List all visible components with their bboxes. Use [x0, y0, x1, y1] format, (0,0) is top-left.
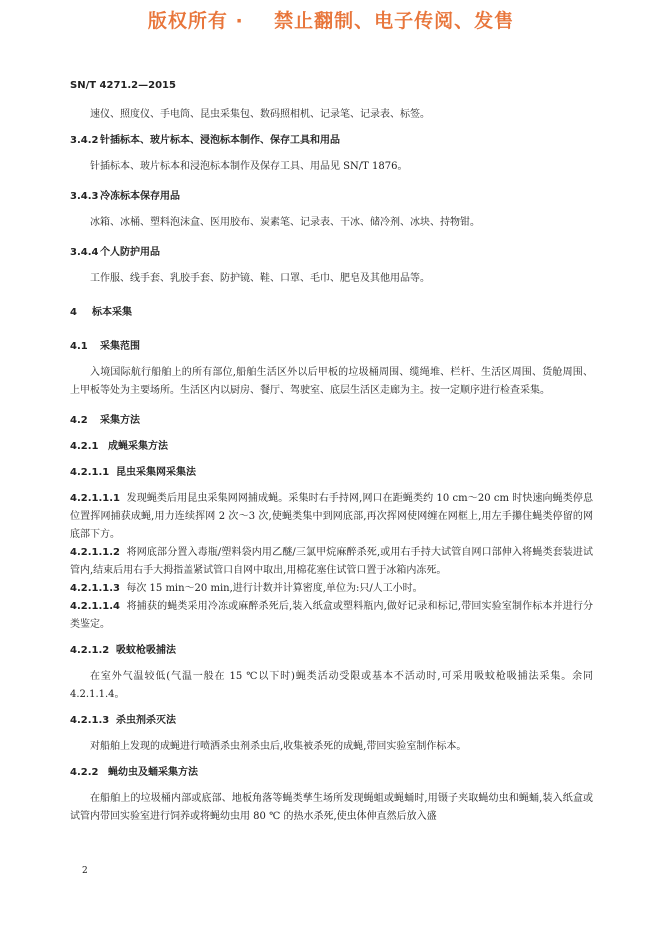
heading-title: 标本采集 [92, 307, 132, 318]
heading-3-4-4 [70, 244, 593, 262]
heading-number: 3.4.4 [70, 247, 99, 258]
clause-number: 4.2.1.1.3 [70, 583, 120, 594]
heading-4-2-1 [70, 438, 593, 456]
heading-number: 4 [70, 307, 77, 318]
heading-title: 个人防护用品 [100, 247, 160, 258]
heading-4-2-1-3 [70, 712, 593, 730]
page-number: 2 [82, 866, 88, 876]
paragraph-3-4-2: 针插标本、玻片标本和浸泡标本制作及保存工具、用品见 SN/T 1876。 [90, 161, 408, 172]
heading-4-1 [70, 338, 593, 356]
copyright-watermark: 版权所有 · 禁止翻制、电子传阅、发售 [147, 10, 515, 32]
heading-4-2 [70, 412, 593, 430]
heading-4-2-1-2 [70, 642, 593, 660]
heading-3-4-2 [70, 132, 593, 150]
clause-text: 将捕获的蝇类采用冷冻或麻醉杀死后,装入纸盒或塑料瓶内,做好记录和标记,带回实验室制作标本并进行分类鉴定。 [70, 601, 593, 630]
paragraph-3-4-4: 工作服、线手套、乳胶手套、防护镜、鞋、口罩、毛巾、肥皂及其他用品等。 [90, 273, 430, 284]
heading-number: 4.2.1.3 [70, 715, 110, 726]
paragraph-4-2-1-3: 对船舶上发现的成蝇进行喷洒杀虫剂杀虫后,收集被杀死的成蝇,带回实验室制作标本。 [90, 741, 467, 752]
heading-title: 针插标本、玻片标本、浸泡标本制作、保存工具和用品 [100, 135, 340, 146]
clause-text: 每次 15 min～20 min,进行计数并计算密度,单位为:只/人工小时。 [126, 583, 423, 594]
heading-title: 杀虫剂杀灭法 [116, 715, 176, 726]
heading-number: 4.2 [70, 415, 88, 426]
paragraph-3-4-3: 冰箱、冰桶、塑料泡沫盒、医用胶布、炭素笔、记录表、干冰、储冷剂、冰块、持物钳。 [90, 217, 480, 228]
heading-title: 成蝇采集方法 [108, 441, 168, 452]
paragraph-4-2-1-1-4 [70, 598, 593, 634]
heading-number: 4.2.1.2 [70, 645, 110, 656]
paragraph-4-2-1-1-1 [70, 490, 593, 544]
heading-4-2-1-1 [70, 464, 593, 482]
clause-number: 4.2.1.1.1 [70, 493, 120, 504]
paragraph-4-1: 入境国际航行船舶上的所有部位,船舶生活区外以后甲板的垃圾桶周围、缆绳堆、栏杆、生活区周围、货舱周围、上甲板等处为主要场所。生活区内以厨房、餐厅、驾驶室、底层生活区走廊为主。按一定顺序进行检查采集。 [70, 367, 593, 396]
document-body [70, 106, 593, 826]
clause-text: 发现蝇类后用昆虫采集网网捕成蝇。采集时右手持网,网口在距蝇类约 10 cm～20 cm 时快速向蝇类停息位置挥网捕获成蝇,用力连续挥网 2 次～3 次,使蝇类集中到网底部,再次挥网使网缠在网框上,用左手攥住蝇类停留的网底部下方。 [70, 493, 594, 540]
heading-number: 4.2.1 [70, 441, 99, 452]
standard-number: SN/T 4271.2—2015 [70, 80, 176, 91]
heading-number: 4.2.2 [70, 767, 99, 778]
heading-title: 采集方法 [100, 415, 140, 426]
clause-number: 4.2.1.1.4 [70, 601, 120, 612]
heading-4 [70, 304, 593, 322]
paragraph-4-2-1-1-3 [70, 580, 593, 598]
heading-3-4-3 [70, 188, 593, 206]
heading-title: 采集范围 [100, 341, 140, 352]
heading-number: 3.4.3 [70, 191, 99, 202]
heading-number: 3.4.2 [70, 135, 99, 146]
heading-title: 蝇幼虫及蛹采集方法 [108, 767, 198, 778]
heading-title: 冷冻标本保存用品 [100, 191, 180, 202]
clause-text: 将网底部分置入毒瓶/塑料袋内用乙醚/三氯甲烷麻醉杀死,或用右手持大试管自网口部伸入将蝇类套装进试管内,结束后用右手大拇指盖紧试管口自网中取出,用棉花塞住试管口置于冰箱内冻死。 [70, 547, 594, 576]
heading-title: 吸蚊枪吸捕法 [116, 645, 176, 656]
paragraph-4-2-1-1-2 [70, 544, 593, 580]
heading-title: 昆虫采集网采集法 [116, 467, 196, 478]
heading-4-2-2 [70, 764, 593, 782]
clause-number: 4.2.1.1.2 [70, 547, 120, 558]
paragraph-intro: 速仪、照度仪、手电筒、昆虫采集包、数码照相机、记录笔、记录表、标签。 [90, 109, 430, 120]
paragraph-4-2-1-2: 在室外气温较低(气温一般在 15 ℃以下时)蝇类活动受限或基本不活动时,可采用吸蚊枪吸捕法采集。余同 4.2.1.1.4。 [70, 671, 593, 700]
paragraph-4-2-2: 在船舶上的垃圾桶内部或底部、地板角落等蝇类孳生场所发现蝇蛆或蝇蛹时,用镊子夹取蝇幼虫和蝇蛹,装入纸盒或试管内带回实验室进行饲养或将蝇幼虫用 80 ℃ 的热水杀死,使虫体伸直然后放入盛 [70, 793, 593, 822]
heading-number: 4.1 [70, 341, 88, 352]
heading-number: 4.2.1.1 [70, 467, 110, 478]
